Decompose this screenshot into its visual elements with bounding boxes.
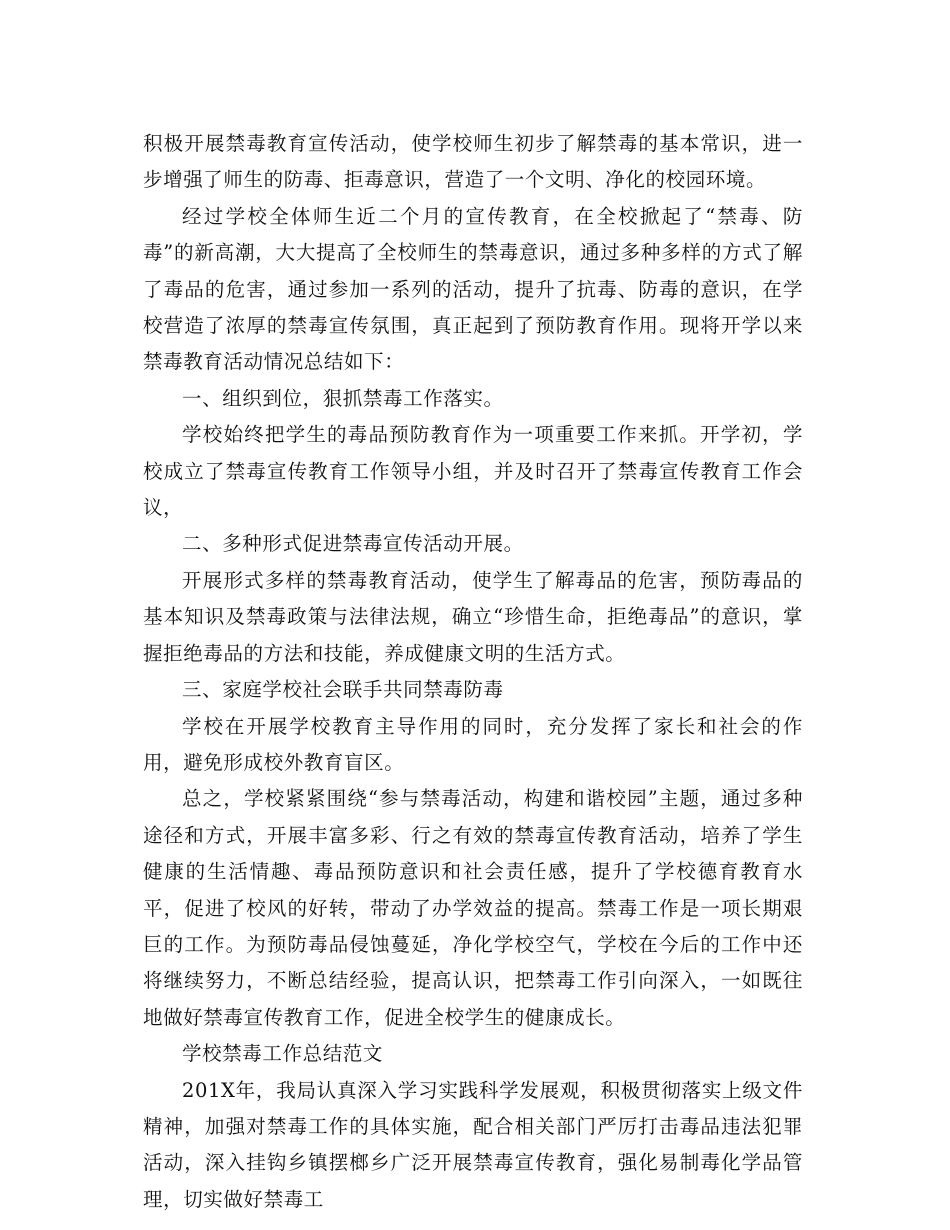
section-heading-cooperation: 三、家庭学校社会联手共同禁毒防毒 [182, 678, 504, 702]
paragraph-organization: 学校始终把学生的毒品预防教育作为一项重要工作来抓。开学初，学校成立了禁毒宣传教育工作领导小组，并及时召开了禁毒宣传教育工作会议， [143, 423, 803, 520]
paragraph-overview: 经过学校全体师生近二个月的宣传教育，在全校掀起了“禁毒、防毒”的新高潮，大大提高了全校师生的禁毒意识，通过多种多样的方式了解了毒品的危害，通过参加一系列的活动，提升了抗毒、防毒的意识，在学校营造了浓厚的禁毒宣传氛围，真正起到了预防教育作用。现将开学以来禁毒教育活动情况总结如下： [143, 204, 803, 374]
document-body [143, 126, 803, 1218]
article-title: 学校禁毒工作总结范文 [182, 1042, 384, 1066]
section-heading-organization: 一、组织到位，狠抓禁毒工作落实。 [182, 386, 504, 410]
section-heading-forms: 二、多种形式促进禁毒宣传活动开展。 [182, 532, 524, 556]
paragraph-forms: 开展形式多样的禁毒教育活动，使学生了解毒品的危害，预防毒品的基本知识及禁毒政策与法律法规，确立“珍惜生命，拒绝毒品”的意识，掌握拒绝毒品的方法和技能，养成健康文明的生活方式。 [143, 568, 803, 665]
paragraph-cooperation: 学校在开展学校教育主导作用的同时，充分发挥了家长和社会的作用，避免形成校外教育盲区。 [143, 714, 803, 774]
paragraph-intro-continuation: 积极开展禁毒教育宣传活动，使学校师生初步了解禁毒的基本常识，进一步增强了师生的防毒、拒毒意识，营造了一个文明、净化的校园环境。 [143, 132, 803, 192]
paragraph-conclusion: 总之，学校紧紧围绕“参与禁毒活动，构建和谐校园”主题，通过多种途径和方式，开展丰富多彩、行之有效的禁毒宣传教育活动，培养了学生健康的生活情趣、毒品预防意识和社会责任感，提升了学校德育教育水平，促进了校风的好转，带动了办学效益的提高。禁毒工作是一项长期艰巨的工作。为预防毒品侵蚀蔓延，净化学校空气，学校在今后的工作中还将继续努力，不断总结经验，提高认识，把禁毒工作引向深入，一如既往地做好禁毒宣传教育工作，促进全校学生的健康成长。 [143, 787, 803, 1029]
paragraph-second-article: 201X年，我局认真深入学习实践科学发展观，积极贯彻落实上级文件精神，加强对禁毒工作的具体实施，配合相关部门严厉打击毒品违法犯罪活动，深入挂钩乡镇摆榔乡广泛开展禁毒宣传教育，强化易制毒化学品管理，切实做好禁毒工 [143, 1078, 803, 1211]
